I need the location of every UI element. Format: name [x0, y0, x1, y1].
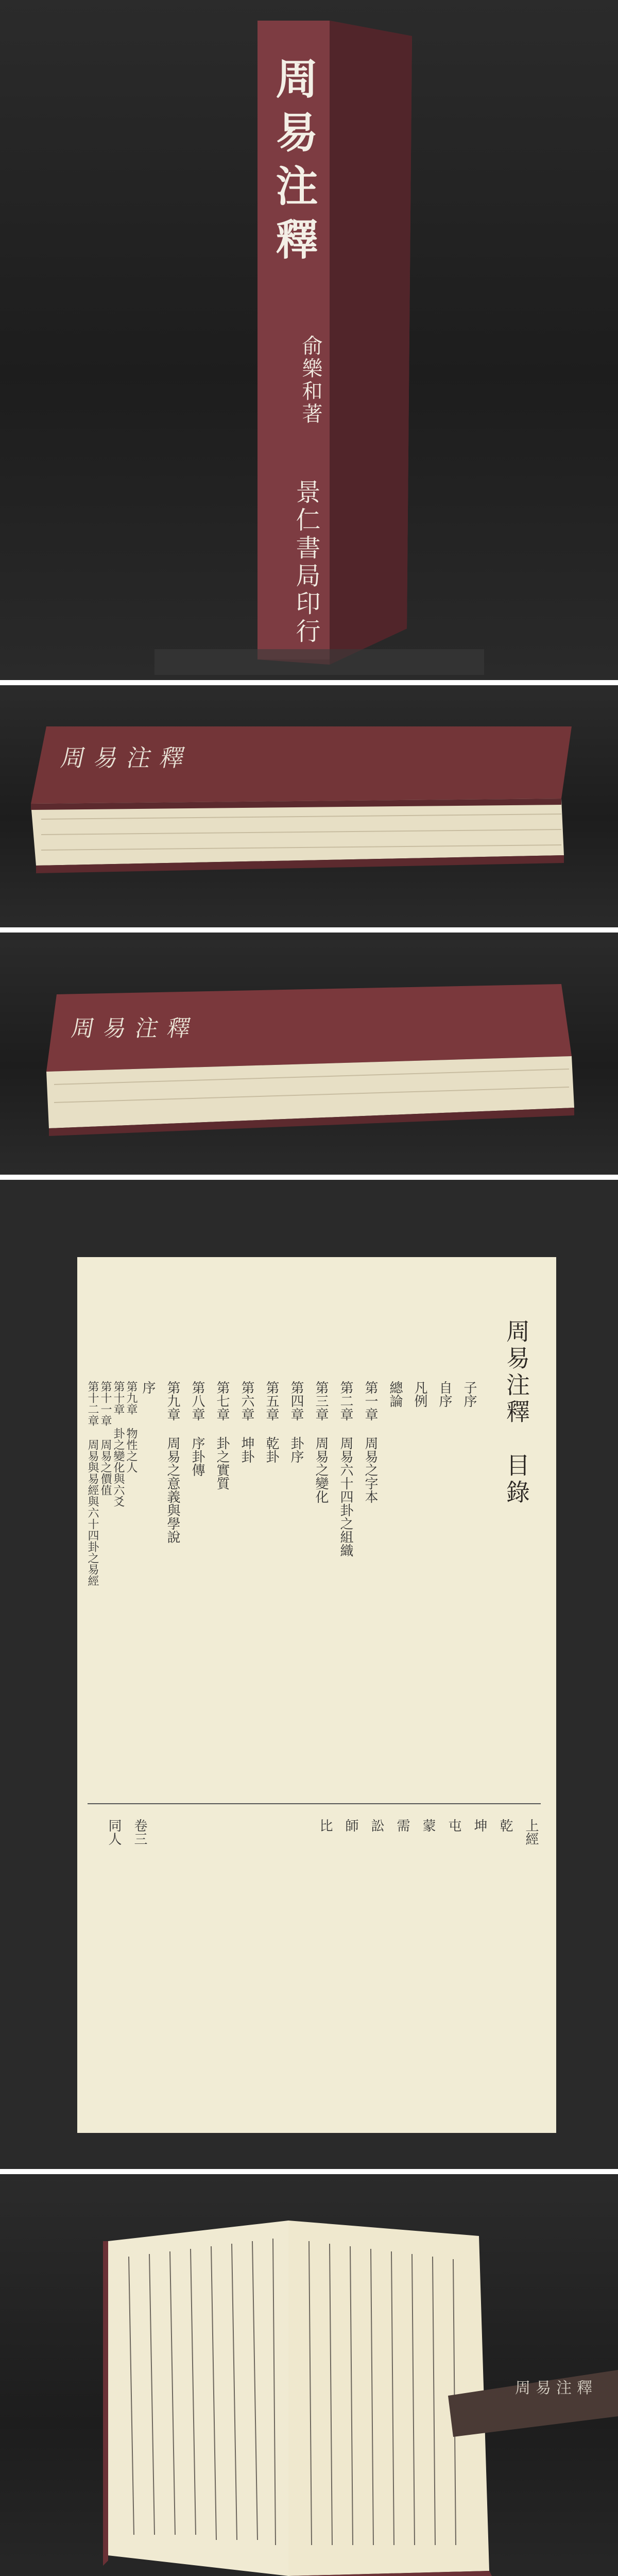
toc-entry: 序: [140, 1381, 156, 1394]
toc-entry: 坤: [472, 1819, 487, 1832]
toc-entry: 第一章 周易之字本: [363, 1381, 378, 1503]
toc-entry: 自序: [437, 1381, 452, 1408]
photo-open-book-1: [0, 2174, 618, 2576]
toc-entry: 第四章 卦序: [288, 1381, 304, 1463]
toc-entry: 第十章 卦之變化與六爻: [112, 1381, 125, 1507]
toc-entry: 上經: [523, 1819, 539, 1845]
toc-entry: 第九章 周易之意義與學說: [165, 1381, 180, 1544]
toc-right-block: [139, 1381, 479, 1783]
toc-bottom-right: [304, 1819, 541, 2107]
toc-entry: 子序: [461, 1381, 477, 1408]
toc-entry: 第八章 序卦傳: [190, 1381, 205, 1477]
photo-spine-view: [0, 0, 618, 680]
toc-left-block: [88, 1381, 139, 1783]
toc-heading: 周易注釋 目錄: [503, 1319, 530, 1506]
toc-entry: 第五章 乾卦: [264, 1381, 279, 1463]
toc-entry: 第六章 坤卦: [239, 1381, 254, 1463]
photo-flat-top-view: [0, 685, 618, 927]
toc-entry: 比: [317, 1819, 333, 1832]
toc-entry: 師: [343, 1819, 358, 1832]
toc-entry: 卷三: [132, 1819, 147, 1845]
spine-title: 周易注釋: [269, 57, 318, 271]
toc-bottom-left: [88, 1819, 149, 2107]
slipcase-title: 周易注釋: [515, 2379, 597, 2397]
toc-page: [77, 1257, 556, 2133]
toc-entry: 第二章 周易六十四卦之組織: [338, 1381, 353, 1557]
flat2-spine-title: 周易注釋: [69, 1015, 202, 1042]
spine-author: 俞樂和著: [299, 335, 322, 426]
toc-entry: 訟: [369, 1819, 384, 1832]
toc-entry: 第七章 卦之實質: [214, 1381, 230, 1490]
toc-entry: 凡例: [412, 1381, 427, 1408]
toc-entry: 乾: [497, 1819, 513, 1832]
spine-publisher: 景仁書局印行: [291, 479, 320, 646]
book-flat-illustration: [0, 685, 618, 927]
toc-separator: [88, 1803, 541, 1804]
book-flat2-illustration: [0, 933, 618, 1175]
toc-entry: 屯: [446, 1819, 461, 1832]
photo-flat-side-view: [0, 933, 618, 1175]
toc-entry: 第十一章 周易之價值: [99, 1381, 112, 1496]
toc-entry: 總論: [387, 1381, 403, 1408]
photo-table-of-contents: [0, 1180, 618, 2169]
toc-entry: 蒙: [420, 1819, 436, 1832]
toc-entry: 需: [394, 1819, 410, 1832]
toc-entry: 同人: [106, 1819, 122, 1845]
flat-spine-title: 周易注釋: [58, 744, 197, 772]
toc-entry: 第九章 物性之人: [125, 1381, 138, 1473]
toc-entry: 第十二章 周易與易經與六十四卦之易經: [86, 1381, 99, 1586]
toc-entry: 第三章 周易之變化: [313, 1381, 329, 1503]
